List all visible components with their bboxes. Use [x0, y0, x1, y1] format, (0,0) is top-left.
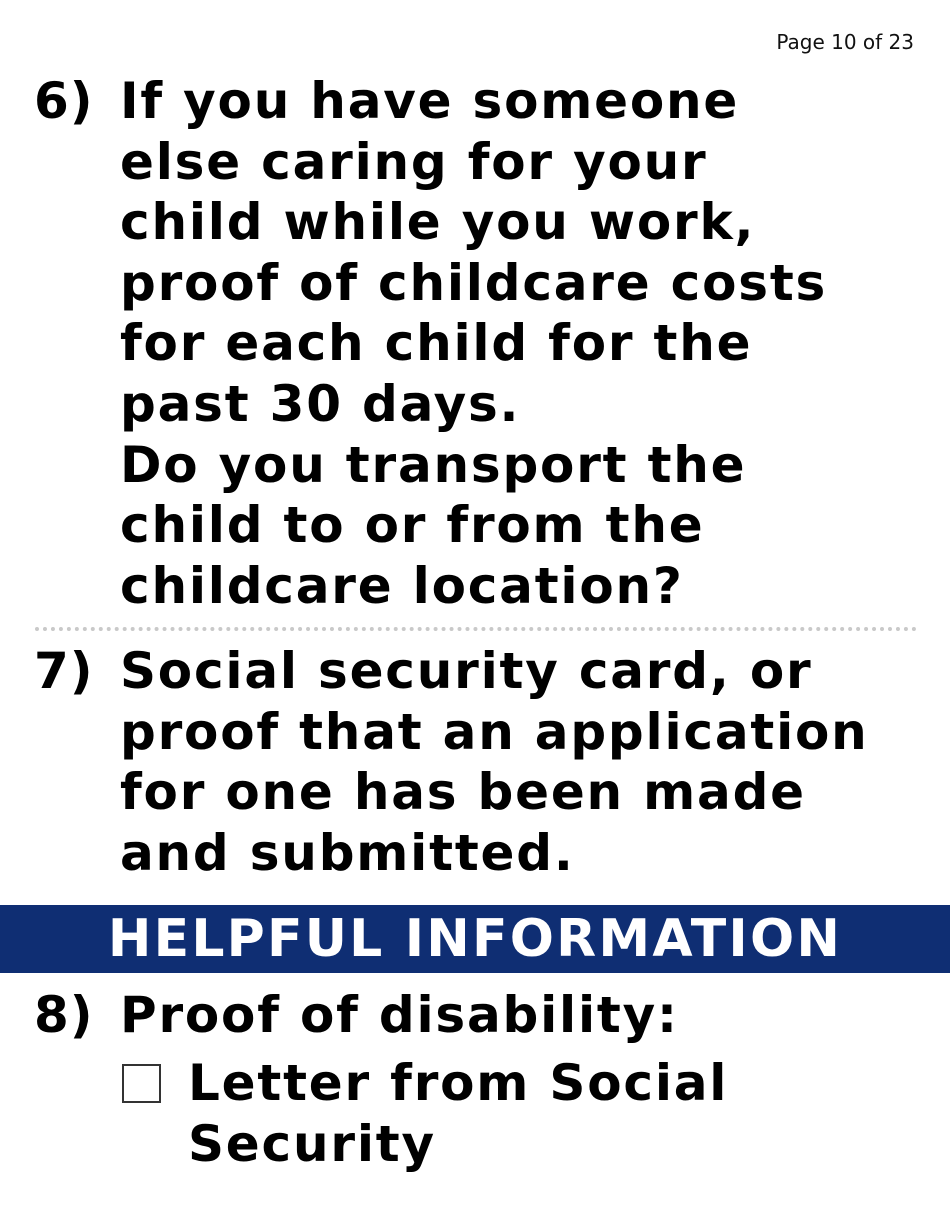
item-text-line: and submitted.	[120, 823, 575, 882]
item-number: 6)	[34, 72, 94, 130]
dotted-divider	[35, 627, 917, 631]
item-number: 7)	[34, 642, 94, 700]
item-text-line: child to or from the	[120, 496, 705, 555]
item-text-line: for each child for the	[120, 314, 753, 373]
page-number: Page 10 of 23	[776, 30, 914, 54]
item-text-line: proof of childcare costs	[120, 253, 828, 312]
item-text-line: Do you transport the	[120, 435, 747, 494]
item-text-line: Social security card, or	[120, 642, 813, 700]
item-text-line: past 30 days.	[120, 374, 521, 433]
checkbox-option-letter-from-social-security[interactable]	[122, 1053, 728, 1175]
section-title: HELPFUL INFORMATION	[107, 909, 843, 969]
list-item-8	[34, 985, 934, 1046]
checkbox-label-line: Security	[188, 1115, 436, 1173]
item-text-line: If you have someone	[120, 72, 740, 130]
item-text-line: Proof of disability:	[120, 986, 679, 1044]
list-item-7	[34, 641, 934, 883]
item-text-line: for one has been made	[120, 763, 806, 822]
item-text-line: proof that an application	[120, 702, 869, 761]
list-item-6	[34, 71, 934, 616]
item-text	[120, 641, 934, 883]
checkbox[interactable]	[122, 1064, 161, 1103]
item-text	[120, 985, 934, 1046]
item-number: 8)	[34, 986, 94, 1044]
checkbox-label-line: Letter from Social	[188, 1054, 729, 1112]
item-text-line: child while you work,	[120, 193, 756, 252]
item-text-line: else caring for your	[120, 132, 708, 191]
checkbox-label	[188, 1053, 728, 1175]
item-text	[120, 71, 934, 616]
section-banner	[0, 905, 950, 973]
item-text-line: childcare location?	[120, 556, 684, 615]
